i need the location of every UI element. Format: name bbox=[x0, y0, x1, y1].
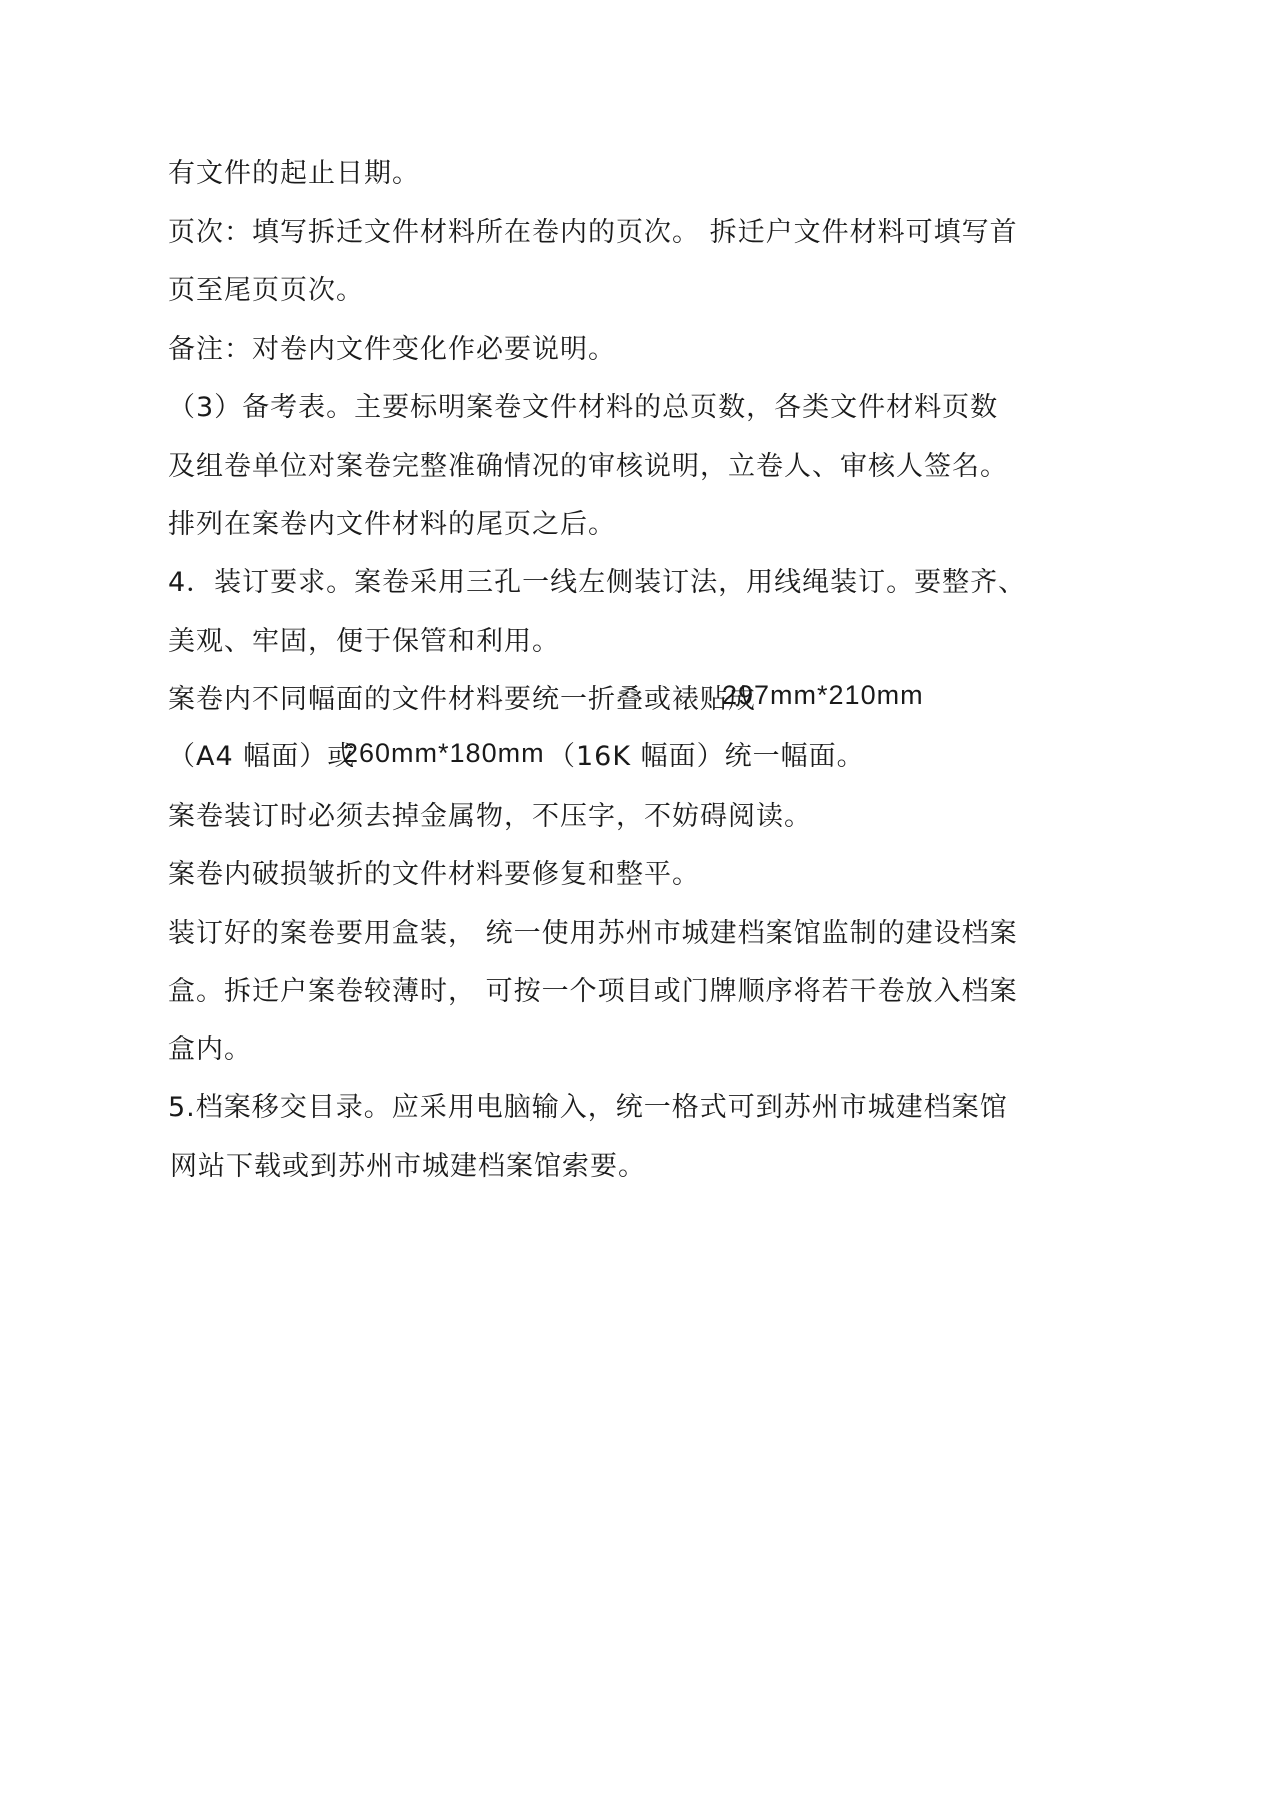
text-line-15: 5.档案移交目录。应采用电脑输入，统一格式可到苏州市城建档案馆 bbox=[168, 1092, 1008, 1123]
text-line-8: 4．装订要求。案卷采用三孔一线左侧装订法，用线绳装订。要整齐、 bbox=[168, 567, 1027, 598]
size-line-b-part2: （16K 幅面）统一幅面。 bbox=[548, 741, 865, 772]
size-line-b-part1: （A4 幅面）或 bbox=[168, 741, 356, 772]
text-line-7: 排列在案卷内文件材料的尾页之后。 bbox=[168, 509, 616, 540]
text-line-6: 及组卷单位对案卷完整准确情况的审核说明，立卷人、审核人签名。 bbox=[168, 451, 1008, 482]
text-line-2: 页次：填写拆迁文件材料所在卷内的页次。 拆迁户文件材料可填写首 bbox=[168, 217, 1018, 248]
size-line-b-dimension: 260mm*180mm bbox=[343, 738, 545, 768]
text-line-10: 案卷装订时必须去掉金属物，不压字，不妨碍阅读。 bbox=[168, 801, 812, 832]
text-line-11: 案卷内破损皱折的文件材料要修复和整平。 bbox=[168, 859, 700, 890]
text-line-14: 盒内。 bbox=[168, 1034, 252, 1065]
text-line-3: 页至尾页页次。 bbox=[168, 275, 364, 306]
size-line-a-dimension: 297mm*210mm bbox=[722, 680, 924, 710]
text-line-4: 备注：对卷内文件变化作必要说明。 bbox=[168, 334, 616, 365]
text-line-13: 盒。拆迁户案卷较薄时， 可按一个项目或门牌顺序将若干卷放入档案 bbox=[168, 976, 1018, 1007]
text-line-5: （3）备考表。主要标明案卷文件材料的总页数，各类文件材料页数 bbox=[168, 392, 999, 423]
text-line-12: 装订好的案卷要用盒装， 统一使用苏州市城建档案馆监制的建设档案 bbox=[168, 918, 1018, 949]
text-line-1: 有文件的起止日期。 bbox=[168, 158, 420, 189]
text-line-9: 美观、牢固，便于保管和利用。 bbox=[168, 626, 560, 657]
size-line-a-text: 案卷内不同幅面的文件材料要统一折叠或裱贴成 bbox=[168, 684, 756, 715]
text-line-16: 网站下载或到苏州市城建档案馆索要。 bbox=[170, 1151, 646, 1182]
